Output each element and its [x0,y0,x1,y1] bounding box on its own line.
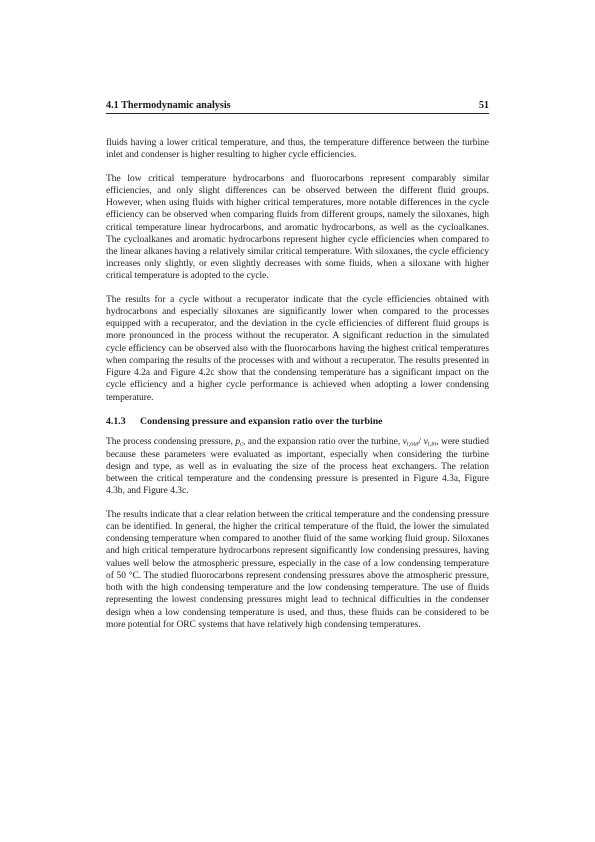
page-number: 51 [478,100,489,111]
running-head [106,97,489,111]
condensing-pressure-symbol: $p_c$ [235,437,243,448]
subsection-title: Condensing pressure and expansion ratio over the turbine [140,415,383,427]
paragraph-4-rest: , were studied because these parameters were evaluated as important, especially when considering the turbine design and type, as well as in evaluating the size of the process heat exchangers. The relation between the critical temperature and the condensing pressure is presented in Figure 4.3a, Figure 4.3b, and Figure 4.3c. [106,437,490,497]
subsection-number: 4.1.3 [106,415,126,427]
paragraph-4-mid: , and the expansion ratio over the turbine, [242,437,401,448]
paragraph-4 [106,436,489,497]
paragraph-5: The results indicate that a clear relation between the critical temperature and the condensing pressure can be identified. In general, the higher the critical temperature of the fluid, the lower the simulated condensing temperature when compared to another fluid of the same working fluid group. Siloxanes and high critical temperature hydrocarbons represent significantly low condensing pressures, having values well below the atmospheric pressure, especially in the case of a low condensing temperature of 50 °C. The studied fluorocarbons represent condensing pressures above the atmospheric pressure, both with the high condensing temperature and the low condensing temperature. The use of fluids representing the lowest condensing pressures might lead to technical difficulties in the condenser design when a low condensing temperature is used, and thus, these fluids can be considered to be more potential for ORC systems that have relatively high condensing temperatures. [106,509,489,630]
paragraph-4-intro: The process condensing pressure, [106,437,233,448]
subsection-heading [106,416,489,428]
header-rule [106,113,489,114]
paragraph-3: The results for a cycle without a recuperator indicate that the cycle efficiencies obtained with hydrocarbons and especially siloxanes are significantly lower when compared to the processes equipped with a recuperator, and the deviation in the cycle efficiencies of different fluid groups is more pronounced in the process without the recuperator. A significant reduction in the simulated cycle efficiency can be observed also with the fluorocarbons having the highest critical temperatures when comparing the results of the processes with and without a recuperator. The results presented in Figure 4.2a and Figure 4.2c show that the condensing temperature has a significant impact on the cycle efficiency and a higher cycle performance is achieved when adopting a lower condensing temperature. [106,294,489,403]
running-head-section: 4.1 Thermodynamic analysis [106,100,231,111]
body-text [106,137,489,642]
paragraph-1: fluids having a lower critical temperature, and thus, the temperature difference between the turbine inlet and condenser is higher resulting to higher cycle efficiencies. [106,138,489,161]
expansion-ratio-symbol: $v_{t,out}/$ $v_{t,in}$ [402,437,437,448]
paragraph-2: The low critical temperature hydrocarbons and fluorocarbons represent comparably similar efficiencies, and only slight differences can be observed between the different fluid groups. However, when using fluids with higher critical temperatures, more notable differences in the cycle efficiency can be observed when comparing fluids from different groups, namely the siloxanes, high critical temperature linear hydrocarbons, and aromatic hydrocarbons, as well as the cycloalkanes. The cycloalkanes and aromatic hydrocarbons represent higher cycle efficiencies when compared to the linear alkanes having a relatively similar critical temperature. With siloxanes, the cycle efficiency increases only slightly, or even slightly decreases with some fluids, when a siloxane with higher critical temperature is adopted to the cycle. [106,173,489,282]
